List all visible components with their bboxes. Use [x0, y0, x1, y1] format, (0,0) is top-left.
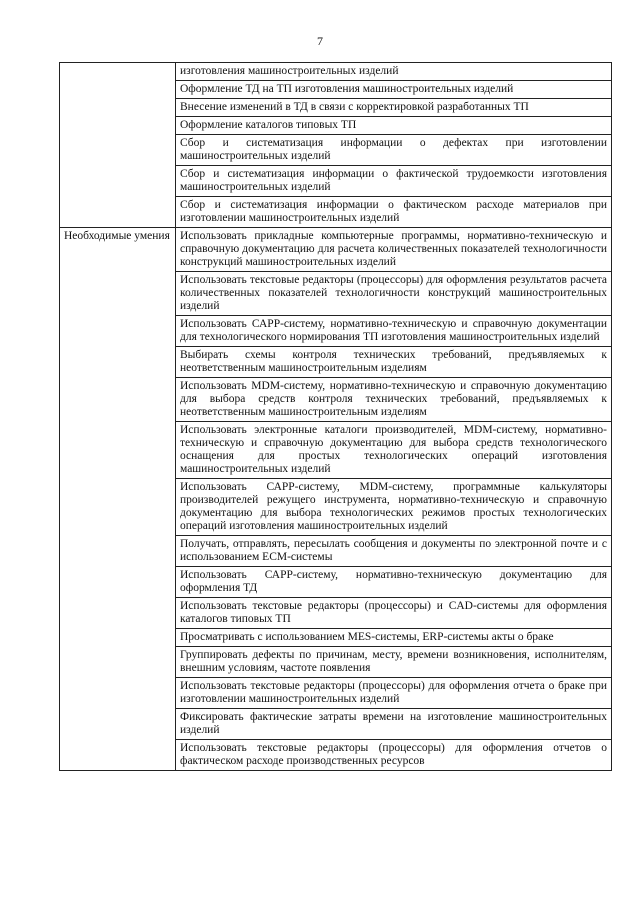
list-item: Сбор и систематизация информации о фактической трудоемкости изготовления машиностроительных изделий	[176, 166, 612, 197]
table-row	[60, 63, 612, 81]
list-item: Использовать текстовые редакторы (процессоры) для оформления результатов расчета количественных показателей технологичности конструкций машиностроительных изделий	[176, 272, 612, 316]
continuation-label-cell	[60, 63, 176, 228]
list-item: Использовать электронные каталоги производителей, MDM-систему, нормативно-техническую и справочную документацию для выбора средств технологического оснащения для простых технологических операций изготовления машиностроительных изделий	[176, 422, 612, 479]
list-item: Использовать САРР-систему, MDM-систему, программные калькуляторы производителей режущего инструмента, нормативно-техническую и справочную документацию для выбора технологических режимов простых технологических операций изготовления машиностроительных изделий	[176, 479, 612, 536]
list-item: Использовать текстовые редакторы (процессоры) для оформления отчета о браке при изготовлении машиностроительных изделий	[176, 678, 612, 709]
list-item: Использовать текстовые редакторы (процессоры) и CAD-системы для оформления каталогов типовых ТП	[176, 598, 612, 629]
list-item: Использовать САРР-систему, нормативно-техническую и справочную документации для технологического нормирования ТП изготовления машиностроительных изделий	[176, 316, 612, 347]
list-item: Использовать MDM-систему, нормативно-техническую и справочную документацию для выбора средств контроля технических требований, предъявляемых к неответственным машиностроительным изделиям	[176, 378, 612, 422]
competency-table	[59, 62, 612, 771]
list-item: Оформление ТД на ТП изготовления машиностроительных изделий	[176, 81, 612, 99]
list-item: Фиксировать фактические затраты времени на изготовление машиностроительных изделий	[176, 709, 612, 740]
list-item: Сбор и систематизация информации о фактическом расходе материалов при изготовлении машиностроительных изделий	[176, 197, 612, 228]
list-item: Оформление каталогов типовых ТП	[176, 117, 612, 135]
page-number: 7	[317, 34, 323, 48]
list-item: Использовать прикладные компьютерные программы, нормативно-техническую и справочную документацию для расчета количественных показателей технологичности конструкций машиностроительных изделий	[176, 228, 612, 272]
list-item: Получать, отправлять, пересылать сообщения и документы по электронной почте и с использованием ECM-системы	[176, 536, 612, 567]
table-row	[60, 228, 612, 272]
skills-label: Необходимые умения	[60, 228, 176, 771]
list-item: Группировать дефекты по причинам, месту, времени возникновения, исполнителям, внешним условиям, частоте появления	[176, 647, 612, 678]
list-item: Использовать САРР-систему, нормативно-техническую документацию для оформления ТД	[176, 567, 612, 598]
list-item: изготовления машиностроительных изделий	[176, 63, 612, 81]
list-item: Внесение изменений в ТД в связи с корректировкой разработанных ТП	[176, 99, 612, 117]
list-item: Использовать текстовые редакторы (процессоры) для оформления отчетов о фактическом расходе производственных ресурсов	[176, 740, 612, 771]
list-item: Просматривать с использованием MES-системы, ERP-системы акты о браке	[176, 629, 612, 647]
list-item: Выбирать схемы контроля технических требований, предъявляемых к неответственным машиностроительным изделиям	[176, 347, 612, 378]
list-item: Сбор и систематизация информации о дефектах при изготовлении машиностроительных изделий	[176, 135, 612, 166]
